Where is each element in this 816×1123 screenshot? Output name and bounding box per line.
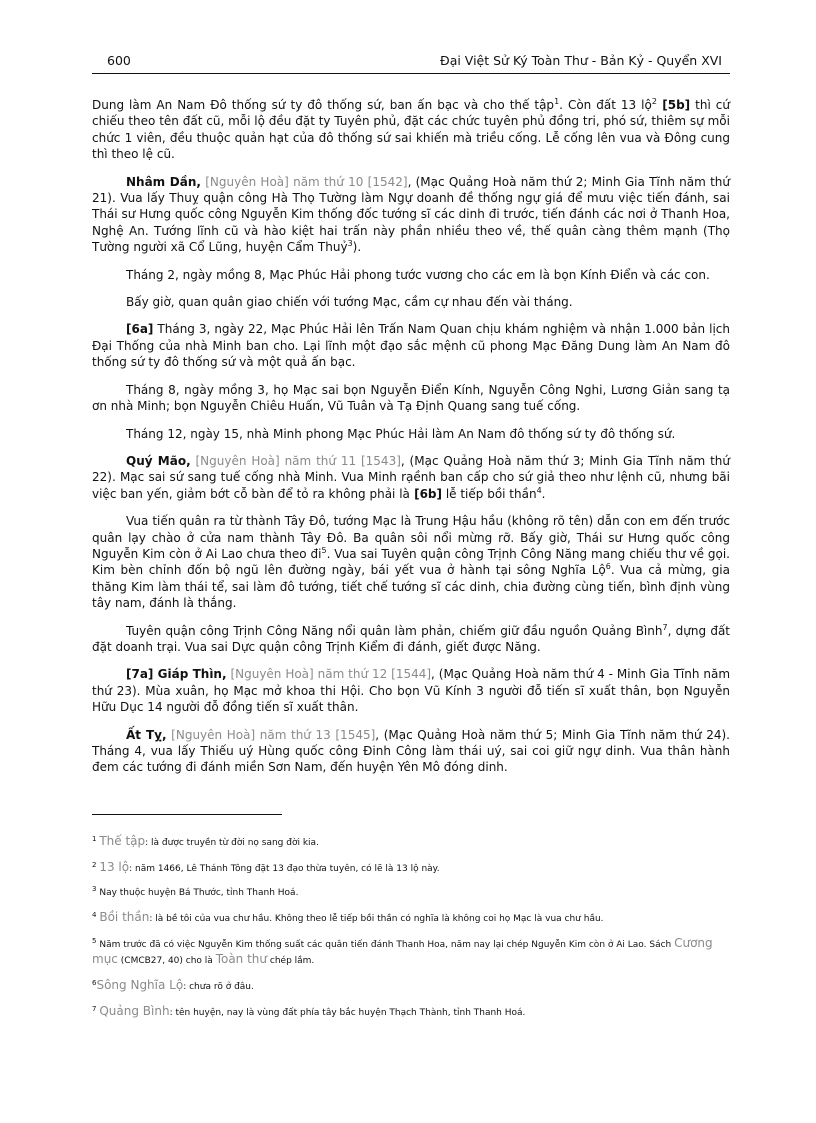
page-marker: [6a] <box>126 322 154 337</box>
page-header <box>92 51 730 74</box>
paragraph-9: Vua tiến quân ra từ thành Tây Đô, tướng Mạc là Trung Hậu hầu (không rõ tên) dẫn con em đến trước quân lạy chào ở cửa nam thành Tây Đô. Ba quân sôi nổi mừng rỡ. Bấy giờ, Thái sư Hưng quốc công Nguyễn Kim còn ở Ai Lao chưa theo $đi^5$. Vua sai Tuyên quận công Trịnh Công Năng mang chiếu thư về gọi. Kim bèn chỉnh đốn bộ ngũ lên đường ngày, bái yết vua ở hành tại sông Nghĩa Lộ$^6$. Vua cả mừng, gia thăng Kim làm thái tể, sai làm đô tướng, tiết chế tướng sĩ các dinh, chia đường cùng tiến, bình định vùng tây nam, đánh là thắng. <box>92 514 730 611</box>
paragraph-3: Tháng 2, ngày mồng 8, Mạc Phúc Hải phong tước vương cho các em là bọn Kính Điển và các con. <box>126 267 710 282</box>
paragraph-6: Tháng 8, ngày mồng 3, họ Mạc sai bọn Nguyễn Điển Kính, Nguyễn Công Nghi, Lương Giản sang tạ ơn nhà Minh; bọn Nguyễn Chiêu Huấn, Vũ Tuân và Tạ Định Quang sang tuế cống. <box>92 382 730 414</box>
main-text <box>92 97 730 787</box>
footnote-ref-3: 3 <box>347 239 353 249</box>
paragraph-2: Nhâm Dần, [Nguyên Hoà] năm thứ 10 [1542], (Mạc Quảng Hoà năm thứ 2; Minh Gia Tĩnh năm thứ 21). Vua lấy Thuỵ quận công Hà Thọ Tường làm Ngự doanh đề thống ngự giá để mưu việc tiến đánh, sai Thái sư Hưng quốc công Nguyễn Kim thống đốc tướng sĩ các dinh đi trước, tiến đánh các nơi ở Thanh Hoa, Nghệ An. Tướng lĩnh cũ và hào kiệt hai trấn này phần nhiều theo về, thế quân càng thêm mạnh (Thọ Tường người xã Cổ Lũng, huyện Cẩm Thuỷ$^3$). <box>92 174 730 255</box>
paragraph-12: Ất Tỵ, [Nguyên Hoà] năm thứ 13 [1545], (Mạc Quảng Hoà năm thứ 5; Minh Gia Tĩnh năm thứ 24). Tháng 4, vua lấy Thiếu uý Hùng quốc công Đinh Công làm thái uý, sai coi giữ ngự dinh. Vua thân hành đem các tướng đi đánh miền Sơn Nam, đến huyện Yên Mô đóng dinh. <box>92 727 730 775</box>
footnote-term: Cương mục <box>92 936 713 966</box>
year-heading: Ất Tỵ, <box>126 727 167 742</box>
running-title: Đại Việt Sử Ký Toàn Thư - Bản Kỷ - Quyển XVI <box>440 53 722 68</box>
footnote-2: $^2$ 13 lộ: năm 1466, Lê Thánh Tông đặt 13 đạo thừa tuyên, có lẽ là 13 lộ này. <box>92 860 440 874</box>
footnote-term: Quảng Bình <box>99 1004 170 1018</box>
paragraph-1: Dung làm An Nam Đô thống sứ ty đô thống sứ, ban ấn bạc và cho thế tập$^1$. Còn đất 13 lộ$^2$ [5b] thì cứ chiếu theo tên đất cũ, mỗi lộ đều đặt ty Tuyên phủ, đặt các chức tuyên phủ đồng tri, phó sứ, thiêm sự mỗi chức 1 viên, đều thuộc quản hạt của đô thống sứ sai khiến mà triều cống. Lễ cống lên vua và Đông cung thì theo lệ cũ. <box>92 97 730 162</box>
footnote-term: Toàn thư <box>215 952 268 966</box>
paragraph-7: Tháng 12, ngày 15, nhà Minh phong Mạc Phúc Hải làm An Nam đô thống sứ ty đô thống sứ. <box>126 426 676 441</box>
footnote-ref-1: 1 <box>554 97 560 106</box>
footnote-ref-2: 2 <box>651 97 657 106</box>
year-heading: Giáp Thìn, <box>153 667 227 682</box>
footnote-term: 13 lộ <box>99 860 130 874</box>
footnote-ref-4: 4 <box>536 485 542 495</box>
paragraph-5: [6a] Tháng 3, ngày 22, Mạc Phúc Hải lên Trấn Nam Quan chịu khám nghiệm và nhận 1.000 bản lịch Đại Thống của nhà Minh ban cho. Lại lĩnh một đạo sắc mệnh cũ phong Mạc Đăng Dung làm An Nam đô thống sứ ty đô thống sứ và một quả ấn bạc. <box>92 322 730 370</box>
footnote-term: Bồi thần <box>99 910 150 924</box>
footnote-7: $^7$ Quảng Bình: tên huyện, nay là vùng đất phía tây bắc huyện Thạch Thành, tỉnh Thanh Hoá. <box>92 1004 526 1018</box>
footnote-3: $^3$ Nay thuộc huyện Bá Thước, tỉnh Thanh Hoá. <box>92 885 299 898</box>
page-marker: [5b] <box>656 98 691 112</box>
footnote-ref-7: 7 <box>662 622 668 632</box>
year-heading: Quý Mão, <box>126 453 191 468</box>
reign-year: [Nguyên Hoà] năm thứ 11 [1543] <box>190 453 401 468</box>
page-marker: [7a] <box>126 667 154 682</box>
reign-year: [Nguyên Hoà] năm thứ 12 [1544] <box>226 667 432 682</box>
reign-year: [Nguyên Hoà] năm thứ 13 [1545] <box>166 727 376 742</box>
footnote-5: $^5$ Năm trước đã có việc Nguyễn Kim thống suất các quân tiến đánh Thanh Hoa, năm nay lại chép Nguyễn Kim còn ở Ai Lao. Sách Cương mục (CMCB27, 40) cho là Toàn thư chép lầm. <box>92 936 713 966</box>
paragraph-11: [7a] Giáp Thìn, [Nguyên Hoà] năm thứ 12 [1544], (Mạc Quảng Hoà năm thứ 4 - Minh Gia Tĩnh năm thứ 23). Mùa xuân, họ Mạc mở khoa thi Hội. Cho bọn Vũ Kính 3 người đỗ tiến sĩ xuất thân, bọn Nguyễn Hữu Dục 14 người đỗ đồng tiến sĩ xuất thân. <box>92 667 731 715</box>
year-heading: Nhâm Dần, <box>126 174 201 189</box>
footnote-ref-6: 6 <box>605 562 611 572</box>
reign-year: [Nguyên Hoà] năm thứ 10 [1542] <box>200 174 408 189</box>
page-marker: [6b] <box>409 486 442 501</box>
paragraph-8: Quý Mão, [Nguyên Hoà] năm thứ 11 [1543], (Mạc Quảng Hoà năm thứ 3; Minh Gia Tĩnh năm thứ 22). Mạc sai sứ sang tuế cống nhà Minh. Vua Minh rạềnh ban cấp cho sứ giả theo như lệnh cũ, nhưng bãi việc ban yến, giảm bớt cỗ bàn để tỏ ra không phải là [6b] lễ tiếp bồi thần$^4$. <box>92 453 731 501</box>
footnote-ref-5: 5 <box>321 545 327 555</box>
footnote-6: $^6$Sông Nghĩa Lộ: chưa rõ ở đâu. <box>92 978 254 992</box>
paragraph-10: Tuyên quận công Trịnh Công Năng nổi quân làm phản, chiếm giữ đầu nguồn Quảng Bình$^7$, dựng đất đặt doanh trại. Vua sai Dực quận công Trịnh Kiểm đi đánh, giết được Năng. <box>92 622 730 654</box>
page-number: 600 <box>107 53 131 68</box>
footnote-1: $^1$ Thế tập: là được truyền từ đời nọ sang đời kia. <box>92 834 319 848</box>
paragraph-4: Bấy giờ, quan quân giao chiến với tướng Mạc, cầm cự nhau đến vài tháng. <box>126 295 573 310</box>
footnotes <box>92 834 730 1030</box>
footnote-term: Sông Nghĩa Lộ <box>96 978 184 992</box>
footnote-term: Thế tập <box>99 834 146 848</box>
footnote-4: $^4$ Bồi thần: là bề tôi của vua chư hầu. Không theo lễ tiếp bồi thần có nghĩa là không coi họ Mạc là vua chư hầu. <box>92 910 604 924</box>
footnote-separator <box>92 814 282 815</box>
